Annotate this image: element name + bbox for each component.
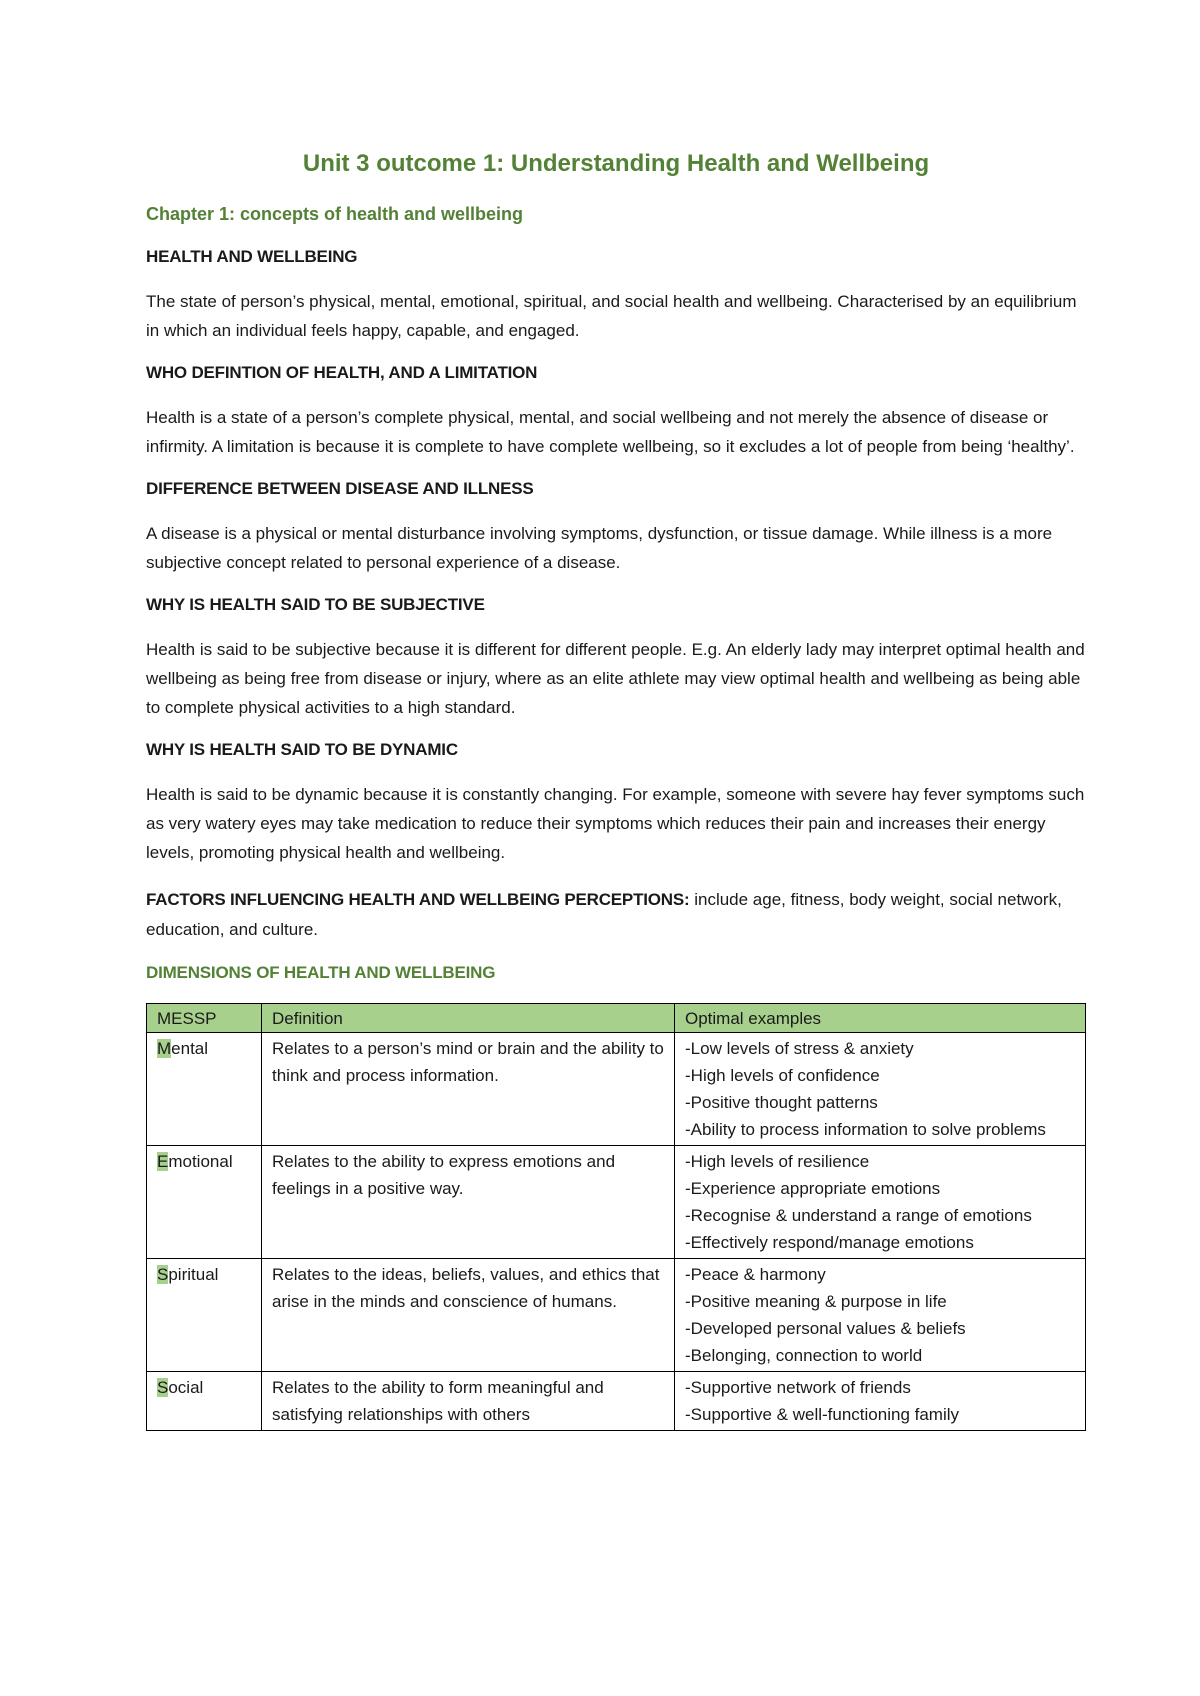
- example-item: -Recognise & understand a range of emotions: [685, 1206, 1032, 1225]
- section-body: Health is said to be dynamic because it is constantly changing. For example, someone with severe hay fever symptoms such as very watery eyes may take medication to reduce their symptoms which reduces their pain and increases their energy levels, promoting physical health and wellbeing.: [146, 785, 1085, 862]
- dimension-cell: [147, 1259, 262, 1372]
- section-heading: DIFFERENCE BETWEEN DISEASE AND ILLNESS: [146, 479, 534, 498]
- example-item: -Supportive network of friends: [685, 1378, 911, 1397]
- table-row-social: [147, 1372, 1086, 1431]
- examples-cell: [675, 1259, 1086, 1372]
- section-body: Health is a state of a person’s complete physical, mental, and social wellbeing and not merely the absence of disease or infirmity. A limitation is because it is complete to have complete wellbeing, so it excludes a lot of people from being ‘healthy’.: [146, 408, 1075, 456]
- table-header-row: [147, 1004, 1086, 1033]
- examples-cell: [675, 1146, 1086, 1259]
- example-item: -Effectively respond/manage emotions: [685, 1233, 974, 1252]
- page-title: Unit 3 outcome 1: Understanding Health and Wellbeing: [302, 150, 930, 177]
- section-heading: WHY IS HEALTH SAID TO BE DYNAMIC: [146, 740, 458, 759]
- example-item: -Experience appropriate emotions: [685, 1179, 941, 1198]
- table-row-spiritual: [147, 1259, 1086, 1372]
- section-heading: WHO DEFINTION OF HEALTH, AND A LIMITATION: [146, 363, 538, 382]
- section-heading: WHY IS HEALTH SAID TO BE SUBJECTIVE: [146, 595, 485, 614]
- example-item: -High levels of confidence: [685, 1066, 880, 1085]
- column-header-examples: Optimal examples: [675, 1004, 1086, 1033]
- definition-cell: Relates to the ability to express emotions and feelings in a positive way.: [262, 1146, 675, 1259]
- example-item: -Ability to process information to solve problems: [685, 1120, 1046, 1139]
- dimension-cell: [147, 1146, 262, 1259]
- examples-cell: [675, 1372, 1086, 1431]
- table-row-emotional: [147, 1146, 1086, 1259]
- dimension-initial: M: [157, 1039, 172, 1058]
- example-item: -Belonging, connection to world: [685, 1346, 923, 1365]
- dimension-rest: piritual: [168, 1265, 219, 1284]
- column-header-messp: MESSP: [147, 1004, 262, 1033]
- section-disease-illness: [146, 479, 1086, 577]
- dimension-initial: S: [157, 1265, 169, 1284]
- dimension-initial: E: [157, 1152, 169, 1171]
- chapter-heading: Chapter 1: concepts of health and wellbeing: [146, 204, 524, 224]
- section-who-definition: [146, 363, 1086, 461]
- definition-cell: Relates to the ability to form meaningful and satisfying relationships with others: [262, 1372, 675, 1431]
- section-body: A disease is a physical or mental disturbance involving symptoms, dysfunction, or tissue damage. While illness is a more subjective concept related to personal experience of a disease.: [146, 524, 1053, 572]
- dimension-cell: [147, 1033, 262, 1146]
- example-item: -High levels of resilience: [685, 1152, 870, 1171]
- example-item: -Developed personal values & beliefs: [685, 1319, 966, 1338]
- factors-label: FACTORS INFLUENCING HEALTH AND WELLBEING PERCEPTIONS:: [146, 890, 690, 909]
- dimensions-heading: DIMENSIONS OF HEALTH AND WELLBEING: [146, 963, 496, 982]
- dimension-initial: S: [157, 1378, 169, 1397]
- dimension-cell: [147, 1372, 262, 1431]
- section-heading: HEALTH AND WELLBEING: [146, 247, 358, 266]
- document-page: [146, 150, 1086, 1431]
- definition-cell: Relates to a person’s mind or brain and the ability to think and process information.: [262, 1033, 675, 1146]
- dimensions-table: [146, 1003, 1086, 1431]
- section-body: Health is said to be subjective because it is different for different people. E.g. An elderly lady may interpret optimal health and wellbeing as being free from disease or injury, where as an elite athlete may view optimal health and wellbeing as being able to complete physical activities to a high standard.: [146, 640, 1085, 717]
- factors-text: include age, fitness, body weight, social network, education, and culture.: [146, 890, 1062, 939]
- dimension-rest: ental: [171, 1039, 209, 1058]
- examples-cell: [675, 1033, 1086, 1146]
- example-item: -Positive thought patterns: [685, 1093, 878, 1112]
- dimension-rest: motional: [168, 1152, 233, 1171]
- example-item: -Low levels of stress & anxiety: [685, 1039, 914, 1058]
- section-subjective: [146, 595, 1086, 722]
- table-row-mental: [147, 1033, 1086, 1146]
- factors-paragraph: [146, 885, 1086, 945]
- section-health-wellbeing: [146, 247, 1086, 345]
- example-item: -Supportive & well-functioning family: [685, 1405, 960, 1424]
- example-item: -Positive meaning & purpose in life: [685, 1292, 947, 1311]
- example-item: -Peace & harmony: [685, 1265, 826, 1284]
- definition-cell: Relates to the ideas, beliefs, values, and ethics that arise in the minds and conscience of humans.: [262, 1259, 675, 1372]
- column-header-definition: Definition: [262, 1004, 675, 1033]
- section-dynamic: [146, 740, 1086, 867]
- dimension-rest: ocial: [168, 1378, 204, 1397]
- section-body: The state of person’s physical, mental, emotional, spiritual, and social health and wellbeing. Characterised by an equilibrium in which an individual feels happy, capable, and engaged.: [146, 292, 1077, 340]
